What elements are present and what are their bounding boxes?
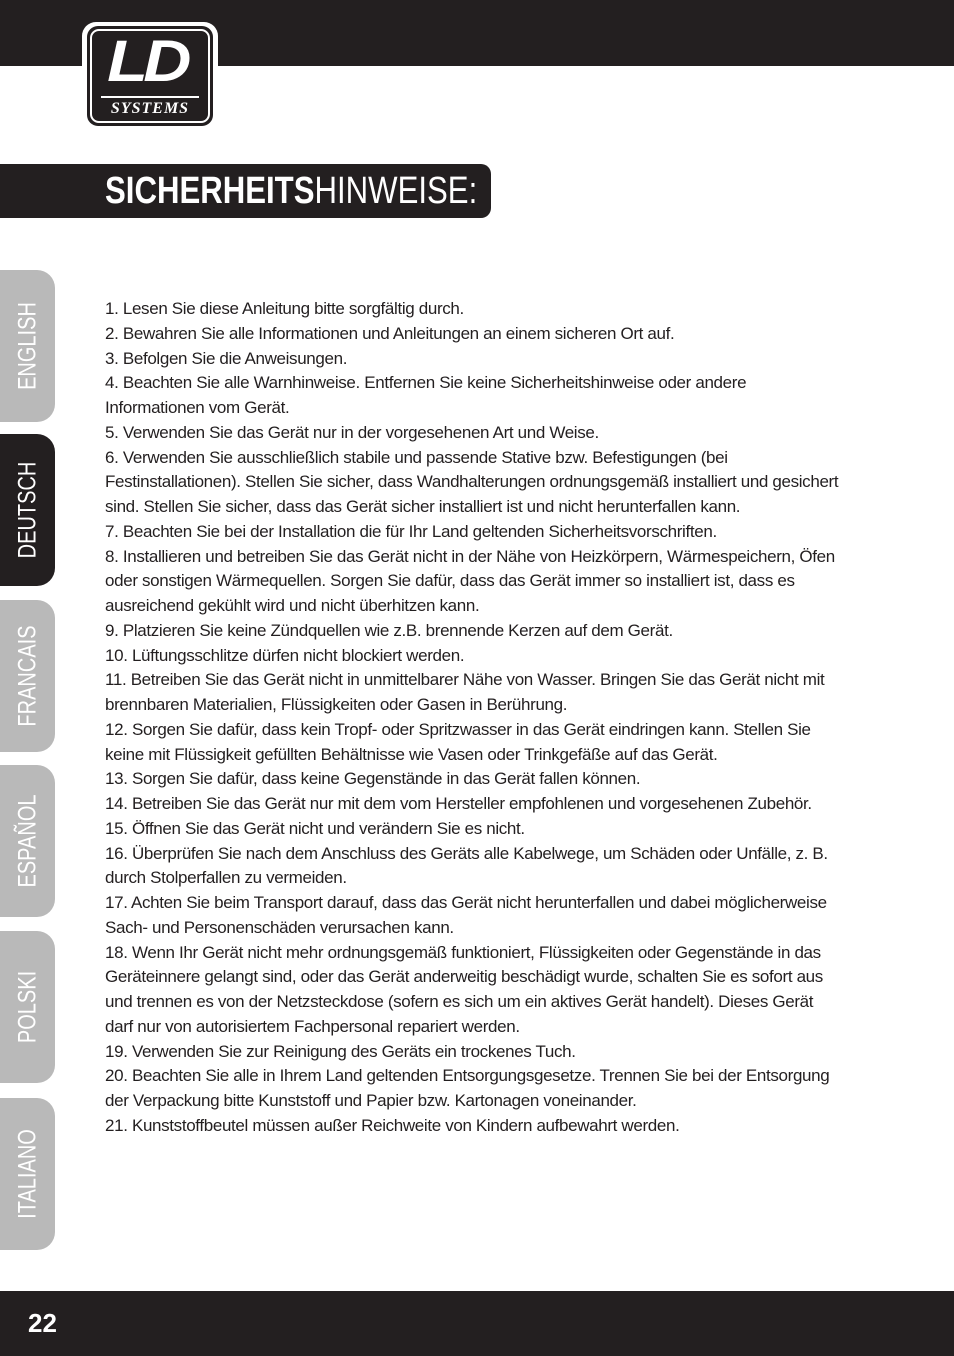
list-item: 10. Lüftungsschlitze dürfen nicht blockiert werden. — [105, 645, 465, 665]
tab-italiano[interactable] — [0, 1098, 55, 1250]
page-number: 22 — [28, 1308, 57, 1338]
logo-divider — [101, 96, 199, 98]
list-item: 13. Sorgen Sie dafür, dass keine Gegenstände in das Gerät fallen können. — [105, 769, 641, 789]
list-item: 17. Achten Sie beim Transport darauf, dass das Gerät nicht herunterfallen und dabei möglicherweise Sach- und Personenschäden verursachen kann. — [105, 893, 827, 937]
tab-label: ITALIANO — [13, 1129, 41, 1219]
tab-polski[interactable] — [0, 931, 55, 1083]
list-item: 16. Überprüfen Sie nach dem Anschluss des Geräts alle Kabelwege, um Schäden oder Unfälle, z. B. durch Stolperfallen zu vermeiden. — [105, 843, 828, 888]
list-item: 19. Verwenden Sie zur Reinigung des Geräts ein trockenes Tuch. — [105, 1041, 576, 1061]
list-item: 20. Beachten Sie alle in Ihrem Land geltenden Entsorgungsgesetze. Trennen Sie bei der Entsorgung der Verpackung bitte Kunststoff und Papier bzw. Kartonagen voneinander. — [105, 1066, 830, 1110]
list-item: 8. Installieren und betreiben Sie das Gerät nicht in der Nähe von Heizkörpern, Wärmespeichern, Öfen oder sonstigen Wärmequellen. Sorgen Sie dafür, dass das Gerät immer so installiert ist, dass es ausreichend gekühlt wird und nicht überhitzen kann. — [105, 546, 835, 615]
page-title — [105, 168, 477, 214]
safety-instructions-list — [105, 297, 845, 1139]
list-item: 2. Bewahren Sie alle Informationen und Anleitungen an einem sicheren Ort auf. — [105, 323, 675, 343]
title-light: HINWEISE: — [314, 170, 478, 212]
section-title-bar — [0, 164, 491, 218]
list-item: 1. Lesen Sie diese Anleitung bitte sorgfältig durch. — [105, 299, 464, 318]
list-item: 18. Wenn Ihr Gerät nicht mehr ordnungsgemäß funktioniert, Flüssigkeiten oder Gegenstände in das Geräteinnere gelangt sind, oder das Gerät anderweitig beschädigt wurde, schalten Sie es sofort aus und trennen es von der Netzsteckdose (sofern es sich um ein aktives Gerät handelt). Dieses Gerät darf nur von autorisiertem Fachpersonal repariert werden. — [105, 942, 823, 1036]
tab-english[interactable] — [0, 270, 55, 422]
list-item: 21. Kunststoffbeutel müssen außer Reichweite von Kindern aufbewahrt werden. — [105, 1115, 680, 1135]
list-item: 7. Beachten Sie bei der Installation die für Ihr Land geltenden Sicherheitsvorschriften. — [105, 521, 717, 541]
logo-badge — [87, 26, 213, 126]
tab-espanol[interactable] — [0, 765, 55, 917]
list-item: 15. Öffnen Sie das Gerät nicht und verändern Sie es nicht. — [105, 818, 525, 838]
list-item: 4. Beachten Sie alle Warnhinweise. Entfernen Sie keine Sicherheitshinweise oder andere Informationen vom Gerät. — [105, 373, 747, 417]
list-item: 11. Betreiben Sie das Gerät nicht in unmittelbarer Nähe von Wasser. Bringen Sie das Gerät nicht mit brennbaren Materialien, Flüssigkeiten oder Gasen in Berührung. — [105, 670, 825, 714]
list-item: 3. Befolgen Sie die Anweisungen. — [105, 348, 348, 368]
list-item: 12. Sorgen Sie dafür, dass kein Tropf- oder Spritzwasser in das Gerät eindringen kann. Stellen Sie keine mit Flüssigkeit gefüllten Behältnisse wie Vasen oder Trinkgefäße auf das Gerät. — [105, 719, 811, 764]
tab-deutsch[interactable] — [0, 434, 55, 586]
tab-label: POLSKI — [13, 970, 41, 1044]
tab-label: ESPAÑOL — [13, 794, 41, 888]
logo-brand: LD — [107, 29, 187, 94]
tab-francais[interactable] — [0, 600, 55, 752]
list-item: 14. Betreiben Sie das Gerät nur mit dem vom Hersteller empfohlenen und vorgesehenen Zubehör. — [105, 794, 812, 813]
title-bold: SICHERHEITS — [105, 170, 315, 212]
tab-label: DEUTSCH — [13, 461, 41, 559]
list-item: 5. Verwenden Sie das Gerät nur in der vorgesehenen Art und Weise. — [105, 422, 599, 442]
tab-label: ENGLISH — [13, 302, 41, 390]
logo-subtitle: SYSTEMS — [110, 100, 190, 117]
ld-systems-logo — [82, 22, 218, 130]
bottom-bar — [0, 1291, 954, 1356]
tab-label: FRANCAIS — [13, 625, 41, 727]
list-item: 9. Platzieren Sie keine Zündquellen wie z.B. brennende Kerzen auf dem Gerät. — [105, 620, 673, 640]
list-item: 6. Verwenden Sie ausschließlich stabile und passende Stative bzw. Befestigungen (bei Festinstallationen). Stellen Sie sicher, dass Wandhalterungen ordnungsgemäß installiert und gesichert sind. Stellen Sie sicher, dass das Gerät sicher installiert ist und nicht herunterfallen kann. — [105, 447, 839, 516]
